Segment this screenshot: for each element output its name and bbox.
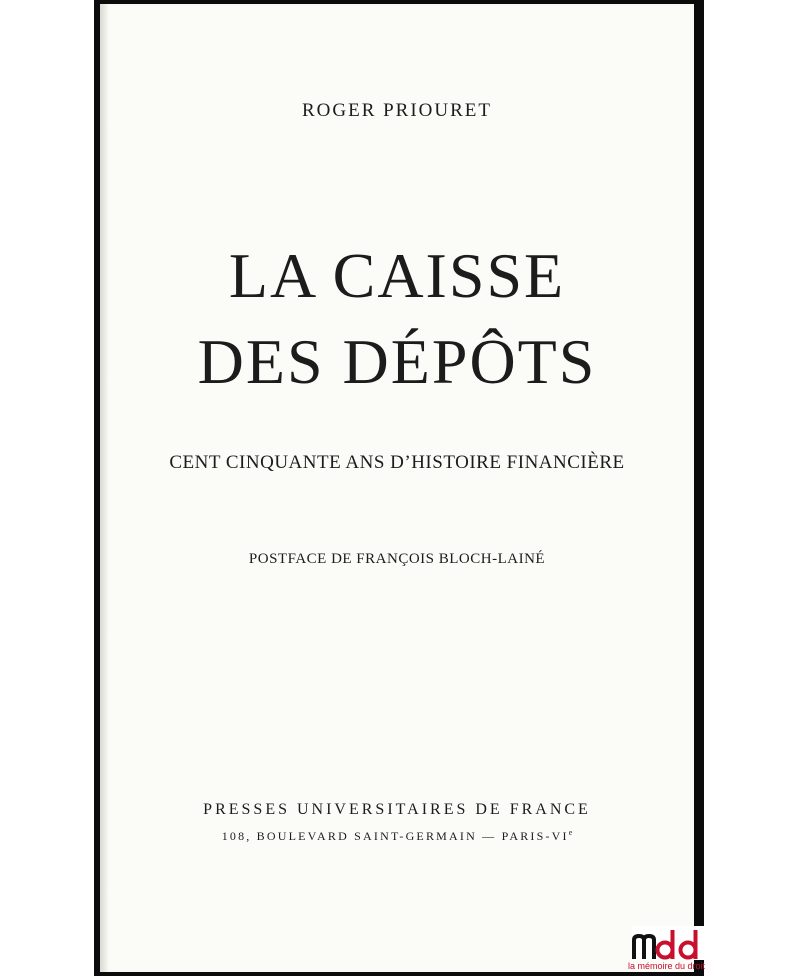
postface-credit: POSTFACE DE FRANÇOIS BLOCH-LAINÉ [248,551,546,567]
book-title-line-2: DES DÉPÔTS [197,326,597,397]
publisher-address [100,828,694,844]
publisher-name: PRESSES UNIVERSITAIRES DE FRANCE [203,801,591,818]
author-name: ROGER PRIOURET [301,100,493,121]
mdd-logo [628,926,706,972]
publisher-address-text: 108, BOULEVARD SAINT-GERMAIN — PARIS-VI [221,829,569,843]
logo-tagline: la mémoire du droit [628,961,706,971]
address-superscript: e [568,828,573,837]
page-gutter-shadow [100,4,108,972]
book-subtitle: CENT CINQUANTE ANS D’HISTOIRE FINANCIÈRE [169,452,625,473]
mdd-logo-mark [632,926,706,960]
book-title-line-1: LA CAISSE [228,240,566,311]
book-title-page [100,4,694,972]
